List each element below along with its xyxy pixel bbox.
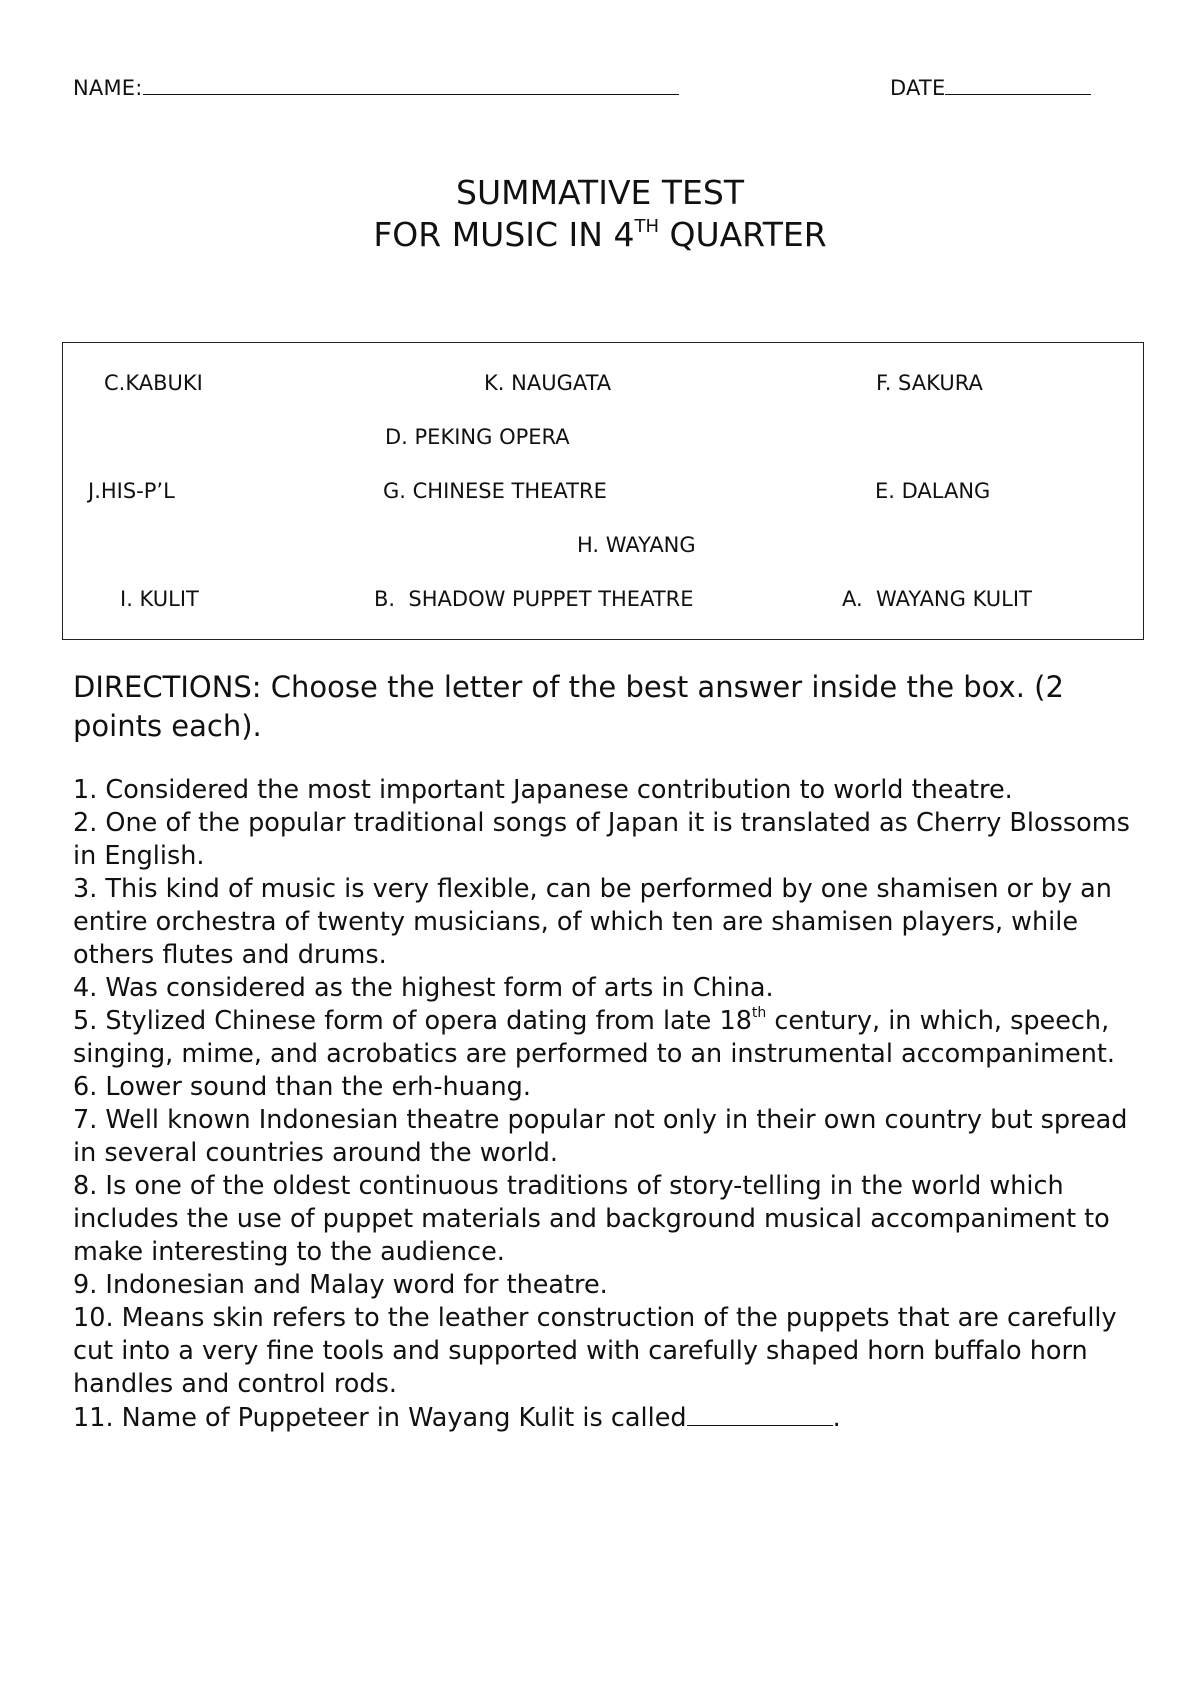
question-7: 7. Well known Indonesian theatre popular not only in their own country but spread in several countries around the world. [73,1105,1128,1168]
choice-k: K. NAUGATA [484,371,612,395]
subtitle-text: FOR MUSIC IN 4 [373,215,635,254]
question-6: 6. Lower sound than the erh-huang. [73,1072,531,1102]
choice-f: F. SAKURA [876,371,983,395]
question-2: 2. One of the popular traditional songs of Japan it is translated as Cherry Blossoms in English. [73,808,1130,871]
choice-j: J.HIS-P’L [88,479,175,503]
name-field[interactable] [73,74,679,100]
subtitle-superscript: TH [634,216,659,237]
question-9: 9. Indonesian and Malay word for theatre. [73,1270,608,1300]
choice-g: G. CHINESE THEATRE [383,479,607,503]
answer-choices-box [62,342,1144,640]
question-10: 10. Means skin refers to the leather construction of the puppets that are carefully cut into a very fine tools and supported with carefully shaped horn buffalo horn handles and control rods. [73,1303,1117,1399]
question-5-superscript: th [751,1005,767,1021]
question-11 [73,1401,1148,1435]
date-label: DATE [890,76,946,100]
date-blank[interactable] [945,74,1091,95]
choice-b: B. SHADOW PUPPET THEATRE [374,587,694,611]
choice-i: I. KULIT [120,587,199,611]
choice-h: H. WAYANG [577,533,696,557]
question-3: 3. This kind of music is very flexible, can be performed by one shamisen or by an entire orchestra of twenty musicians, of which ten are shamisen players, while others flutes and drums. [73,874,1112,970]
date-field[interactable] [890,74,1091,100]
question-5-text-end: century, in which, speech, singing, mime, and acrobatics are performed to an instrumental accompaniment. [73,1006,1115,1069]
question-5-text: 5. Stylized Chinese form of opera dating from late 18 [73,1006,752,1036]
question-4: 4. Was considered as the highest form of arts in China. [73,973,774,1003]
question-1: 1. Considered the most important Japanese contribution to world theatre. [73,775,1013,805]
page-title: SUMMATIVE TEST [456,173,744,212]
question-11-text: 11. Name of Puppeteer in Wayang Kulit is called [73,1403,687,1433]
answer-blank[interactable] [687,1401,833,1426]
question-list [73,774,1148,1435]
question-11-text-end: . [832,1403,841,1433]
name-label: NAME: [73,76,143,100]
page-subtitle [0,214,1200,256]
subtitle-text-end: QUARTER [658,215,827,254]
question-5 [73,1005,1148,1071]
name-blank[interactable] [143,74,679,95]
choice-a: A. WAYANG KULIT [842,587,1032,611]
choice-c: C.KABUKI [104,371,203,395]
directions-text: DIRECTIONS: Choose the letter of the best answer inside the box. (2 points each). [73,670,1064,743]
choice-d: D. PEKING OPERA [385,425,570,449]
choice-e: E. DALANG [875,479,991,503]
question-8: 8. Is one of the oldest continuous traditions of story-telling in the world which includes the use of puppet materials and background musical accompaniment to make interesting to the audience. [73,1171,1110,1267]
